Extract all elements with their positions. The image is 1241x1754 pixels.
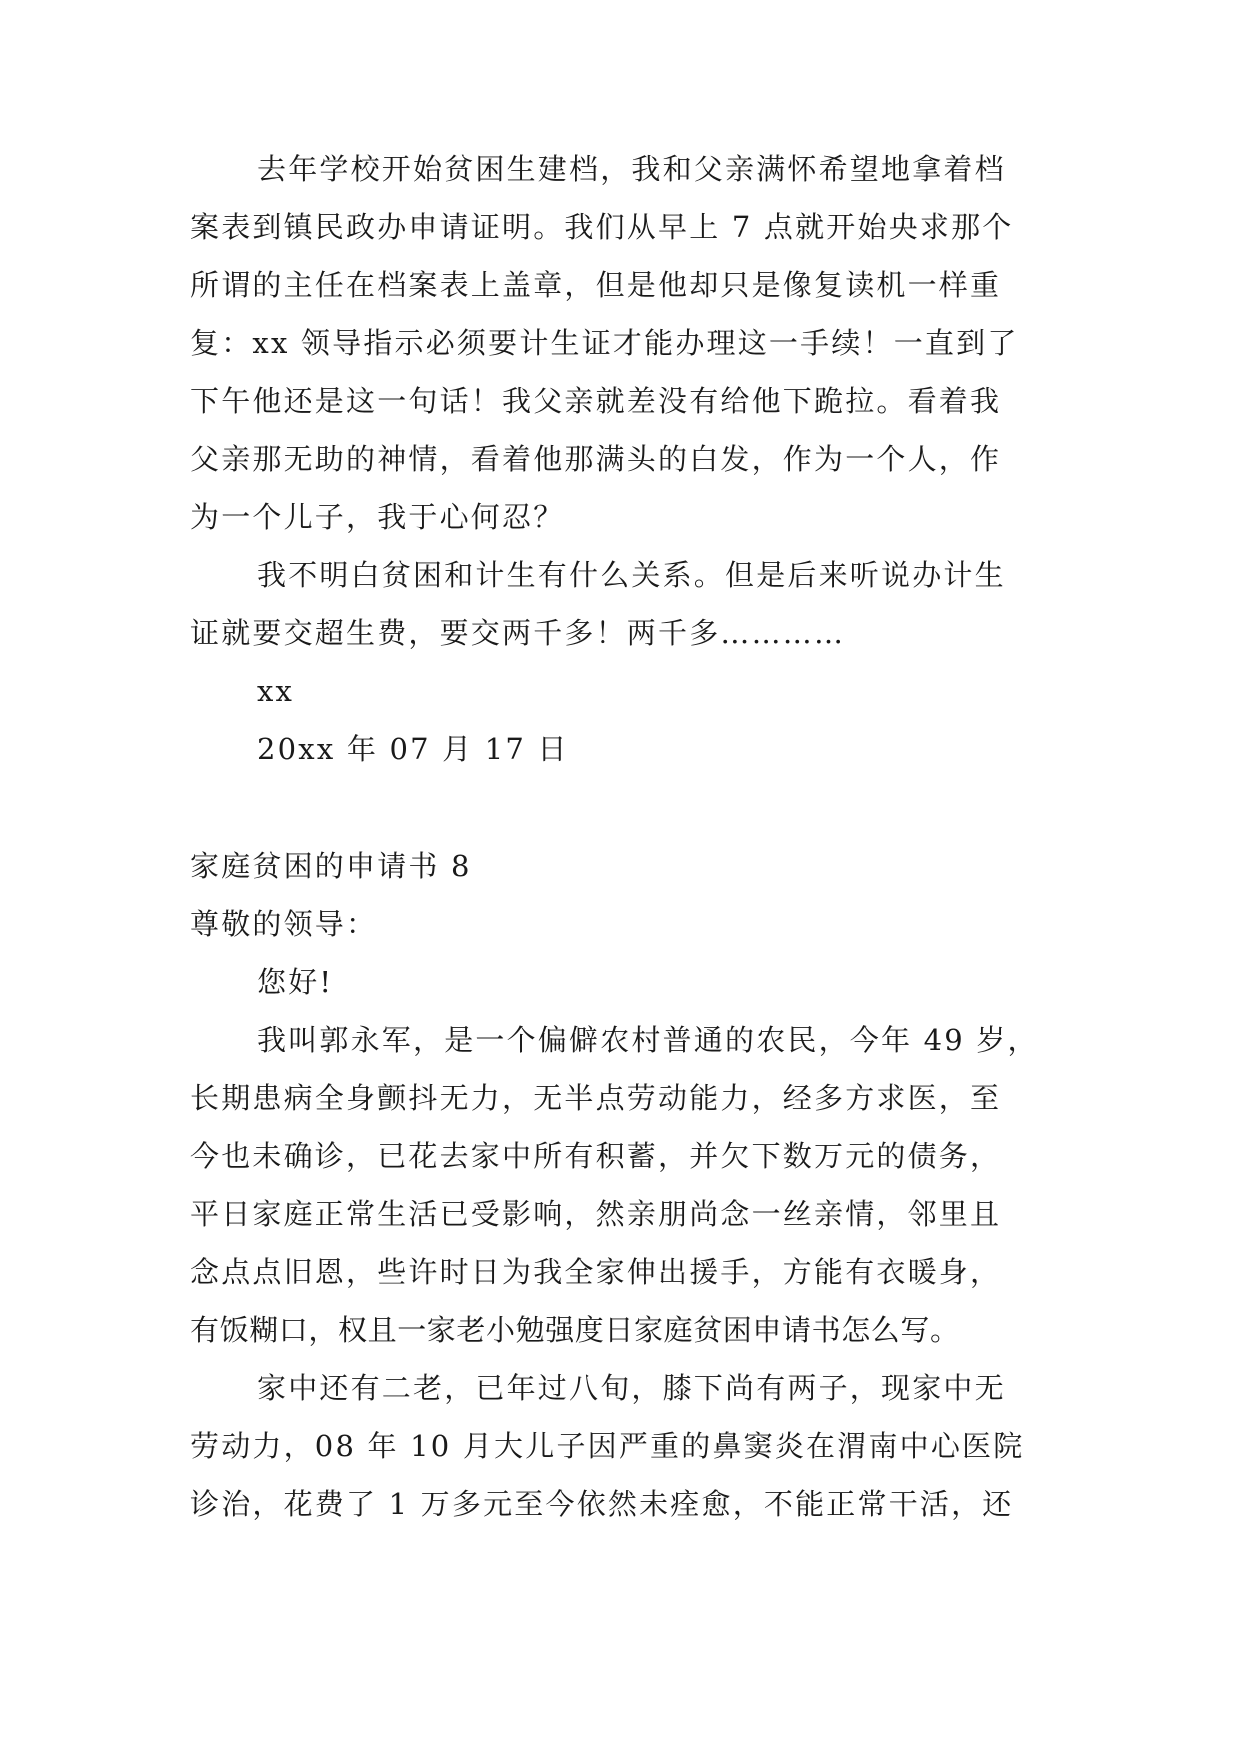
paragraph-1-line-3: 所谓的主任在档案表上盖章，但是他却只是像复读机一样重: [190, 268, 1002, 302]
paragraph-3-line-4: 平日家庭正常生活已受影响，然亲朋尚念一丝亲情，邻里且: [190, 1197, 1002, 1231]
paragraph-3-line-6: 有饭糊口，权且一家老小勉强度日家庭贫困申请书怎么写。: [190, 1313, 960, 1347]
paragraph-4-line-3: 诊治，花费了 1 万多元至今依然未痊愈，不能正常干活，还: [190, 1487, 1014, 1521]
paragraph-3-line-2: 长期患病全身颤抖无力，无半点劳动能力，经多方求医，至: [190, 1081, 1002, 1115]
paragraph-1-line-7: 为一个儿子，我于心何忍？: [190, 500, 565, 534]
paragraph-4-line-2: 劳动力，08 年 10 月大儿子因严重的鼻窦炎在渭南中心医院: [190, 1429, 1025, 1463]
paragraph-1-line-2: 案表到镇民政办申请证明。我们从早上 7 点就开始央求那个: [190, 210, 1014, 244]
paragraph-1-line-5: 下午他还是这一句话！我父亲就差没有给他下跪拉。看着我: [190, 384, 1002, 418]
greeting: 您好!: [257, 965, 334, 999]
paragraph-4-line-1: 家中还有二老，已年过八旬，膝下尚有两子，现家中无: [257, 1371, 1006, 1405]
paragraph-2-line-1: 我不明白贫困和计生有什么关系。但是后来听说办计生: [257, 558, 1006, 592]
paragraph-3-line-1: 我叫郭永军，是一个偏僻农村普通的农民，今年 49 岁，: [257, 1023, 1039, 1057]
signature-name: xx: [257, 674, 295, 708]
section-title: 家庭贫困的申请书 8: [190, 849, 472, 883]
paragraph-1-line-6: 父亲那无助的神情，看着他那满头的白发，作为一个人，作: [190, 442, 1002, 476]
paragraph-3-line-5: 念点点旧恩，些许时日为我全家伸出援手，方能有衣暖身，: [190, 1255, 1002, 1289]
paragraph-1-line-4: 复：xx 领导指示必须要计生证才能办理这一手续！一直到了: [190, 326, 1019, 360]
paragraph-1-line-1: 去年学校开始贫困生建档，我和父亲满怀希望地拿着档: [257, 152, 1006, 186]
salutation: 尊敬的领导：: [190, 907, 378, 941]
paragraph-2-line-2: 证就要交超生费，要交两千多！两千多…………: [190, 616, 846, 650]
paragraph-3-line-3: 今也未确诊，已花去家中所有积蓄，并欠下数万元的债务，: [190, 1139, 1002, 1173]
signature-date: 20xx 年 07 月 17 日: [257, 732, 569, 766]
